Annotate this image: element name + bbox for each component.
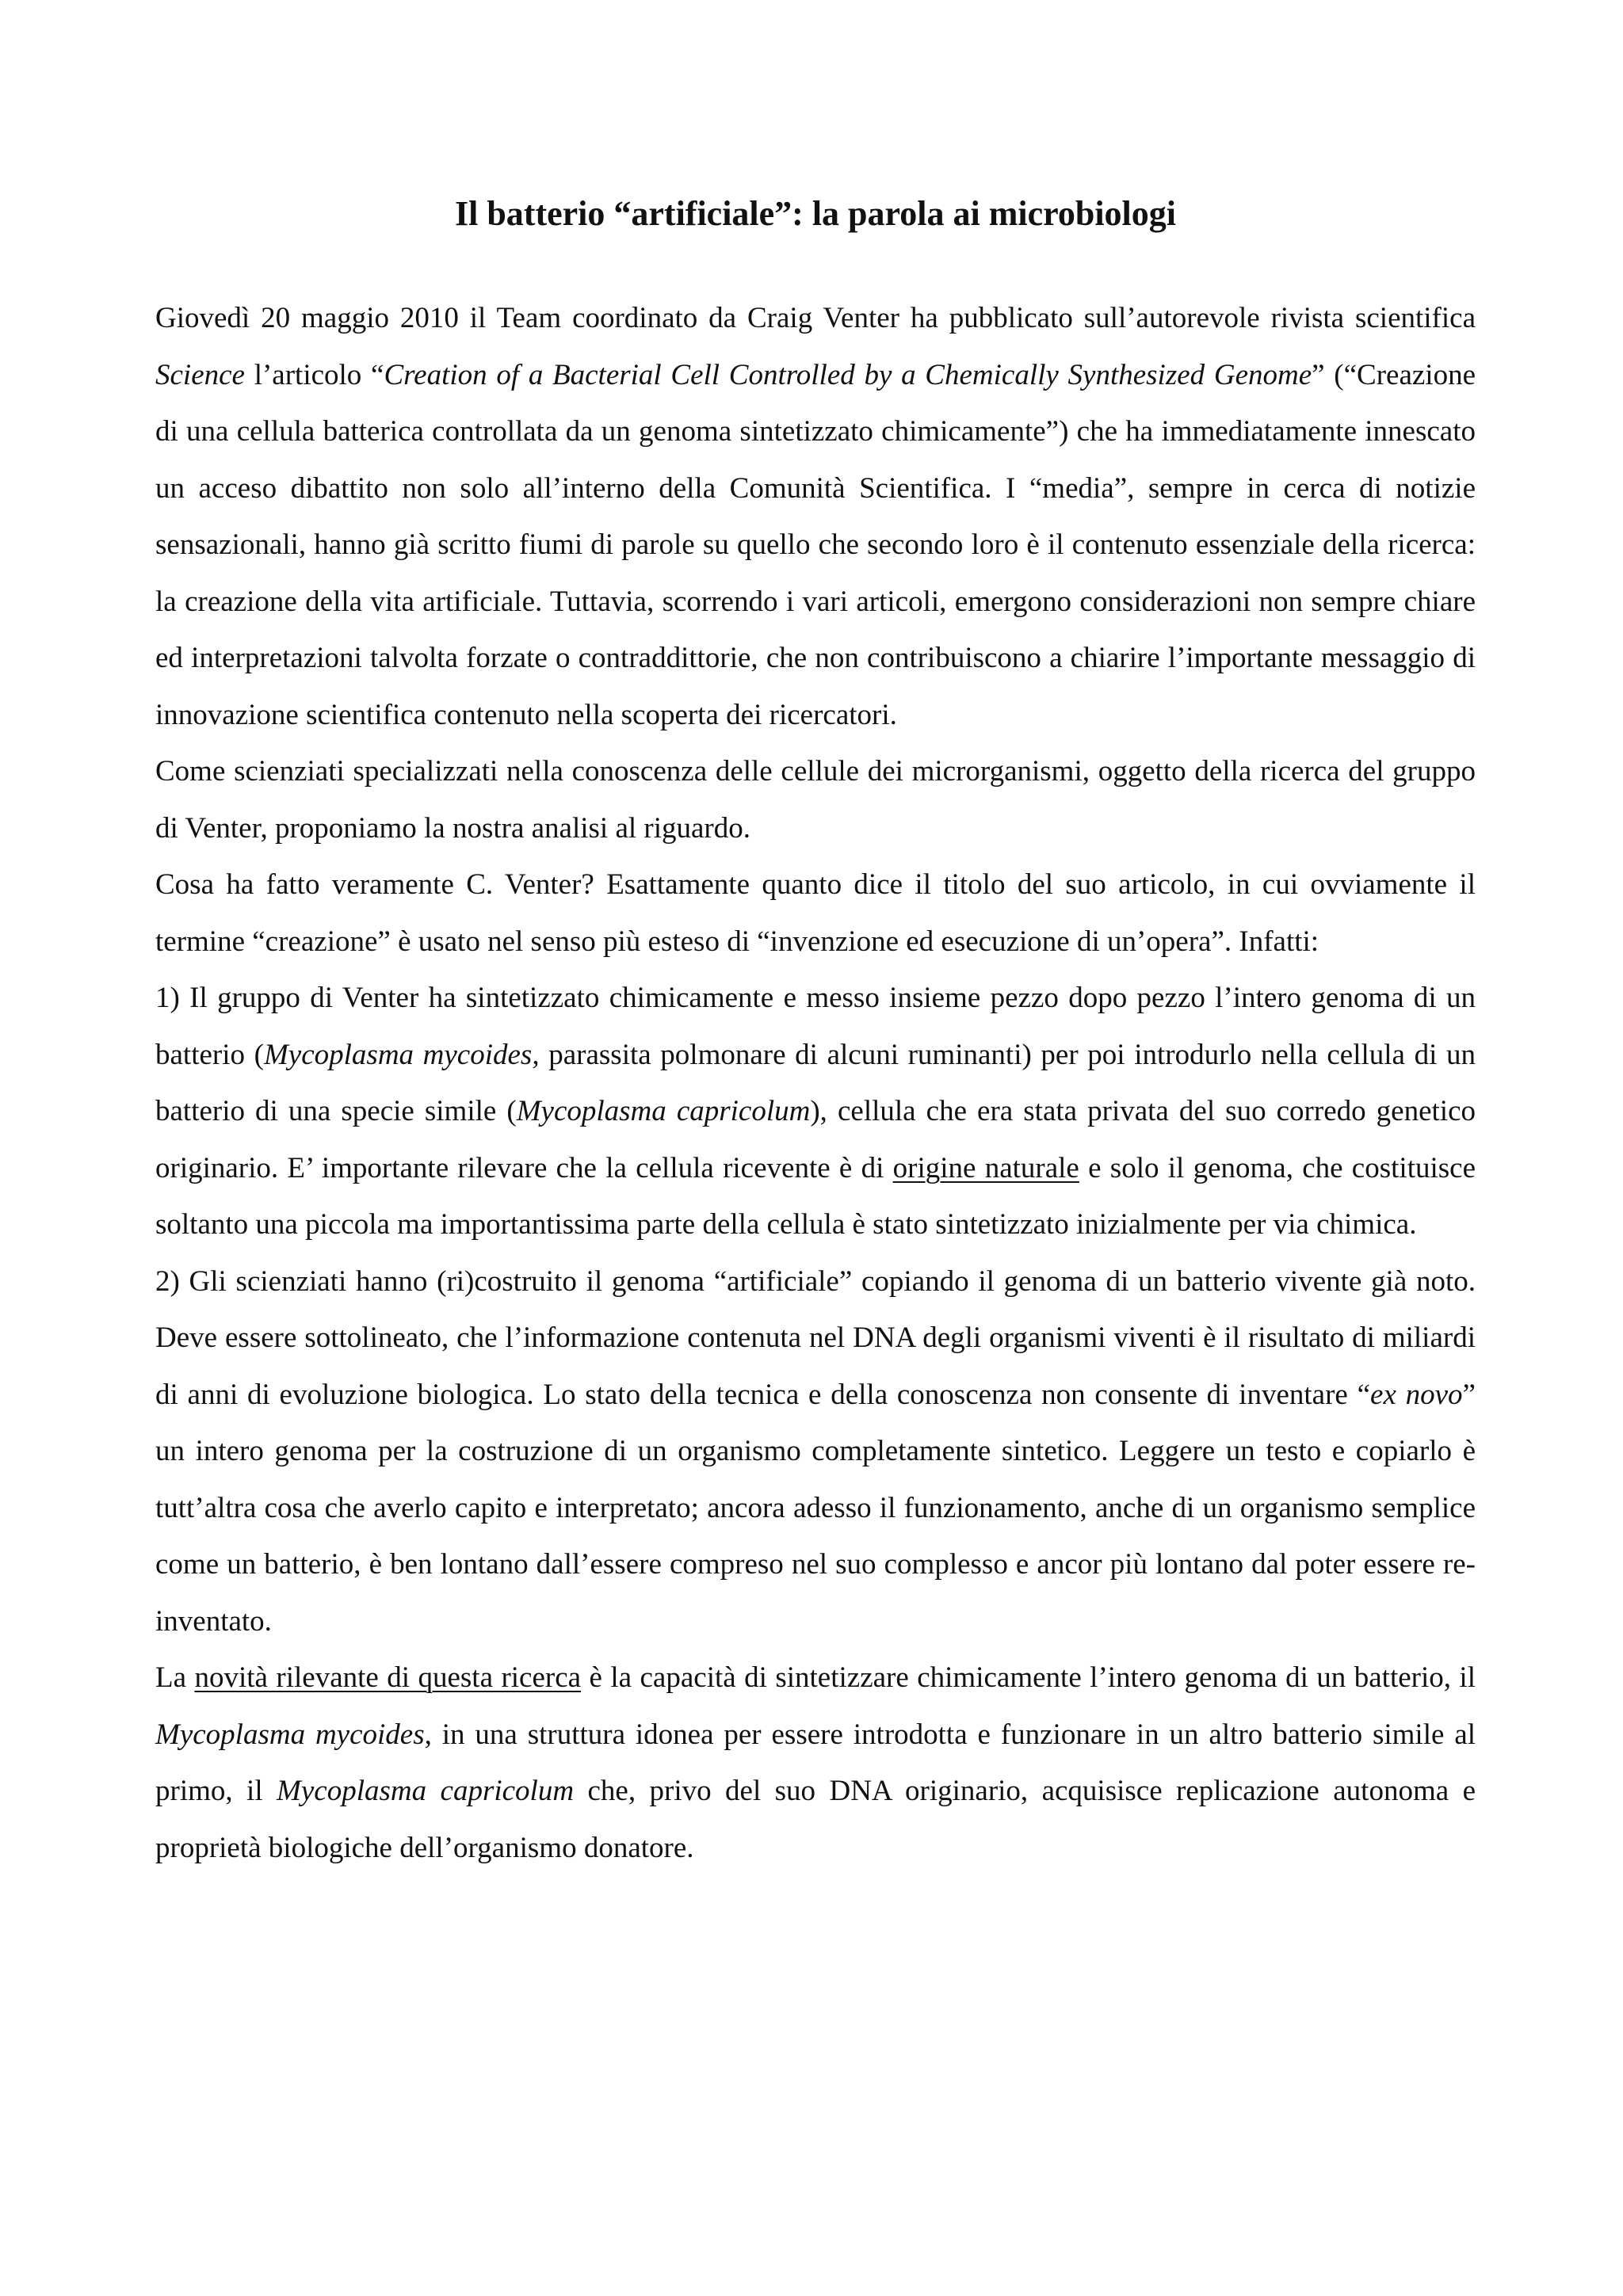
paragraph-point-2 — [155, 1253, 1476, 1650]
text-run: ” un intero genoma per la costruzione di un organismo completamente sintetico. Leggere un testo e copiarlo è tutt’altra cosa che averlo capito e interpretato; ancora adesso il funzionamento, anche di un organismo semplice come un batterio, è ben lontano dall’essere compreso nel suo complesso e ancor più lontano dal poter essere re-inventato. — [155, 1378, 1476, 1638]
species-name: Mycoplasma mycoides, — [263, 1038, 540, 1071]
text-run: parassita polmonare di alcuni ruminanti) per poi introdurlo nella cellula di un batterio di una specie simile ( — [155, 1038, 1476, 1127]
article-title: Creation of a Bacterial Cell Controlled by a Chemically Synthesized Genome — [384, 358, 1312, 391]
text-run: La — [155, 1661, 195, 1694]
text-run: è la capacità di sintetizzare chimicamente l’intero genoma di un batterio, il — [581, 1661, 1476, 1694]
underlined-phrase: origine naturale — [892, 1151, 1079, 1184]
text-run: 1) Il gruppo di Venter ha sintetizzato chimicamente e messo insieme pezzo dopo pezzo l’intero genoma di un batterio ( — [155, 982, 1476, 1071]
paragraph-intro — [155, 290, 1476, 743]
document-page — [155, 190, 1476, 1876]
species-name: Mycoplasma capricolum — [516, 1095, 811, 1127]
species-name: Mycoplasma capricolum — [277, 1775, 575, 1807]
paragraph-point-1 — [155, 970, 1476, 1253]
journal-name: Science — [155, 358, 245, 391]
species-name: Mycoplasma mycoides — [155, 1718, 425, 1751]
document-title: Il batterio “artificiale”: la parola ai microbiologi — [454, 194, 1176, 233]
text-run: 2) Gli scienziati hanno (ri)costruito il genoma “artificiale” copiando il genoma di un batterio vivente già noto. Deve essere sottolineato, che l’informazione contenuta nel DNA degli organismi viventi è il risultato di miliardi di anni di evoluzione biologica. Lo stato della tecnica e della conoscenza non consente di inventare “ — [155, 1264, 1476, 1411]
text-run: Giovedì 20 maggio 2010 il Team coordinato da Craig Venter ha pubblicato sull’autorevole rivista scientifica — [155, 302, 1476, 334]
paragraph-novelty — [155, 1650, 1476, 1876]
text-run: che, privo del suo DNA originario, acquisisce replicazione autonoma e proprietà biologiche dell’organismo donatore. — [155, 1775, 1476, 1864]
latin-phrase: ex novo — [1370, 1378, 1463, 1411]
text-run: , in una struttura idonea per essere introdotta e funzionare in un altro batterio simile al primo, il — [155, 1718, 1476, 1807]
text-run: e solo il genoma, che costituisce soltanto una piccola ma importantissima parte della cellula è stato sintetizzato inizialmente per via chimica. — [155, 1151, 1476, 1241]
text-run: l’articolo “ — [244, 358, 384, 391]
paragraph-question: Cosa ha fatto veramente C. Venter? Esattamente quanto dice il titolo del suo articolo, in cui ovviamente il termine “creazione” è usato nel senso più esteso di “invenzione ed esecuzione di un’opera”. Infatti: — [155, 868, 1476, 958]
text-run: ), cellula che era stata privata del suo corredo genetico originario. E’ importante rilevare che la cellula ricevente è di — [155, 1095, 1476, 1184]
text-run: ” (“Creazione di una cellula batterica controllata da un genoma sintetizzato chimicamente”) che ha immediatamente innescato un acceso dibattito non solo all’interno della Comunità Scientifica. I “media”, sempre in cerca di notizie sensazionali, hanno già scritto fiumi di parole su quello che secondo loro è il contenuto essenziale della ricerca: la creazione della vita artificiale. Tuttavia, scorrendo i vari articoli, emergono considerazioni non sempre chiare ed interpretazioni talvolta forzate o contraddittorie, che non contribuiscono a chiarire l’importante messaggio di innovazione scientifica contenuto nella scoperta dei ricercatori. — [155, 358, 1476, 731]
underlined-phrase: novità rilevante di questa ricerca — [194, 1661, 582, 1694]
paragraph-scientists: Come scienziati specializzati nella conoscenza delle cellule dei microrganismi, oggetto della ricerca del gruppo di Venter, proponiamo la nostra analisi al riguardo. — [155, 755, 1476, 845]
